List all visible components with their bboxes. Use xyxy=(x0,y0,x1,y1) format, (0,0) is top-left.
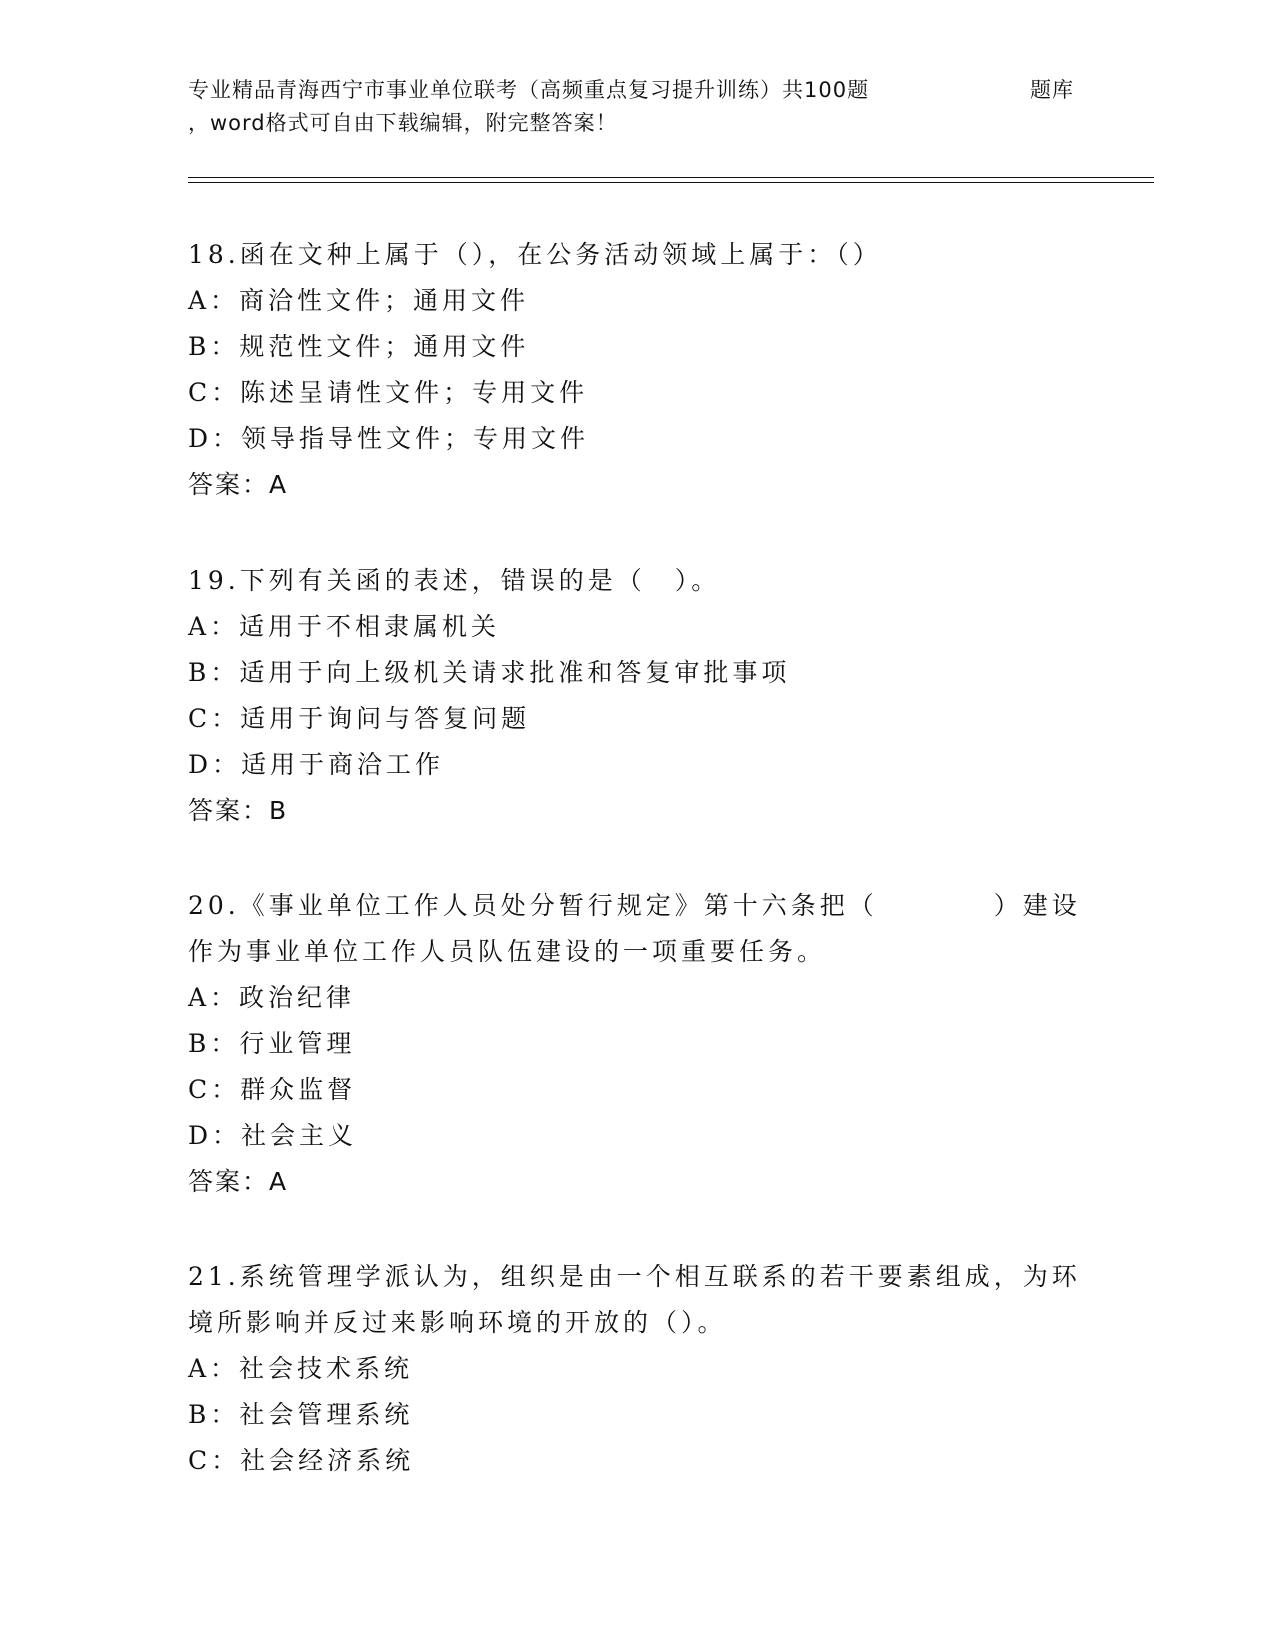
header-divider-bottom xyxy=(188,182,1154,183)
option-b: B：社会管理系统 xyxy=(188,1400,414,1429)
option-a: A：适用于不相隶属机关 xyxy=(188,612,501,641)
option-a: A：政治纪律 xyxy=(188,983,356,1012)
option-d: D：社会主义 xyxy=(188,1121,358,1150)
option-b: B：适用于向上级机关请求批准和答复审批事项 xyxy=(188,658,791,687)
option-c: C：群众监督 xyxy=(188,1075,357,1104)
header-title-line2: ，word格式可自由下载编辑，附完整答案！ xyxy=(188,111,618,135)
header-tag: 题库 xyxy=(1030,78,1074,102)
question-stem: 18.函在文种上属于（），在公务活动领域上属于：（） xyxy=(188,240,882,269)
option-b: B：行业管理 xyxy=(188,1029,356,1058)
option-d: D：领导指导性文件；专用文件 xyxy=(188,424,590,453)
question-20 xyxy=(188,883,1088,1205)
option-a: A：社会技术系统 xyxy=(188,1354,414,1383)
question-stem: 19.下列有关函的表述，错误的是（ ）。 xyxy=(188,566,721,595)
option-c: C：适用于询问与答复问题 xyxy=(188,704,531,733)
option-b: B：规范性文件；通用文件 xyxy=(188,332,530,361)
question-21 xyxy=(188,1254,1088,1484)
page-header xyxy=(188,74,1088,140)
question-stem-line2: 境所影响并反过来影响环境的开放的（）。 xyxy=(188,1308,727,1337)
question-18 xyxy=(188,232,1088,508)
answer: 答案：B xyxy=(188,796,289,825)
option-d: D：适用于商洽工作 xyxy=(188,750,445,779)
answer: 答案：A xyxy=(188,1167,289,1196)
option-c: C：陈述呈请性文件；专用文件 xyxy=(188,378,589,407)
question-stem-line2: 作为事业单位工作人员队伍建设的一项重要任务。 xyxy=(188,937,827,966)
question-19 xyxy=(188,558,1088,834)
question-stem-line1: 20.《事业单位工作人员处分暂行规定》第十六条把（ ）建设 xyxy=(188,891,1081,920)
answer: 答案：A xyxy=(188,470,289,499)
option-c: C：社会经济系统 xyxy=(188,1446,415,1475)
option-a: A：商洽性文件；通用文件 xyxy=(188,286,530,315)
header-divider-top xyxy=(188,177,1154,178)
header-title-line1: 专业精品青海西宁市事业单位联考（高频重点复习提升训练）共100题 xyxy=(188,78,870,102)
question-stem-line1: 21.系统管理学派认为，组织是由一个相互联系的若干要素组成，为环 xyxy=(188,1262,1081,1291)
